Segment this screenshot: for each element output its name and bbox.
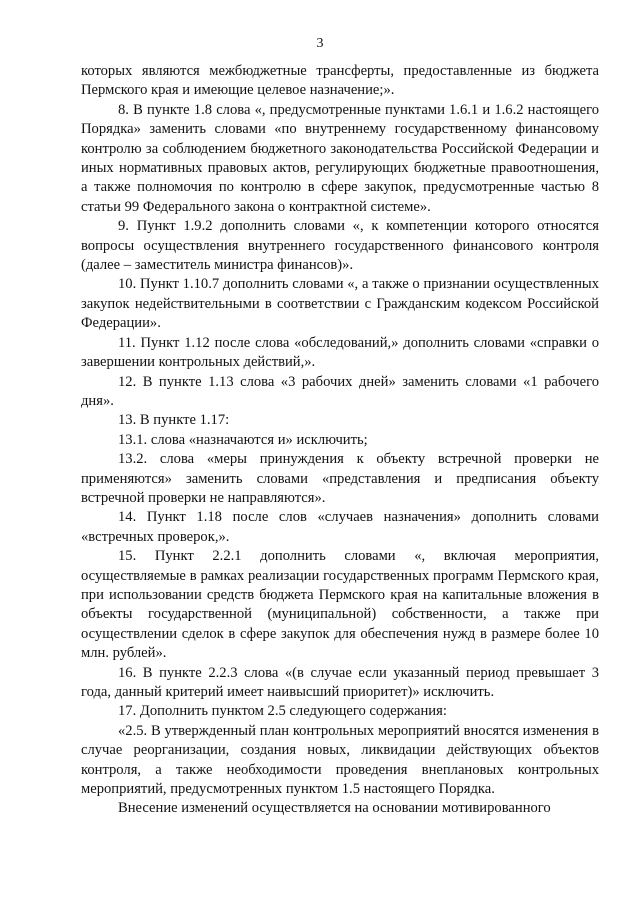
document-body: [81, 62, 599, 819]
paragraph: Внесение изменений осуществляется на основании мотивированного: [118, 800, 551, 817]
paragraph: 11. Пункт 1.12 после слова «обследований,» дополнить словами «справки о завершении контрольных действий,».: [81, 334, 599, 371]
page-number: 3: [316, 36, 324, 51]
paragraph: 13. В пункте 1.17:: [118, 412, 230, 429]
paragraph: 13.1. слова «назначаются и» исключить;: [118, 431, 368, 448]
paragraph: 13.2. слова «меры принуждения к объекту встречной проверки не применяются» заменить словами «представления и предписания объекту встречной проверки не направляются».: [81, 451, 599, 506]
paragraph: 12. В пункте 1.13 слова «3 рабочих дней» заменить словами «1 рабочего дня».: [81, 373, 599, 409]
paragraph: 15. Пункт 2.2.1 дополнить словами «, включая мероприятия, осуществляемые в рамках реализации государственных программ Пермского края, при использовании средств бюджета Пермского края на капитальные вложения в объекты государственной (муниципальной) собственности, а также при осуществлении сделок в сфере закупок для обеспечения нужд в размере более 10 млн. рублей».: [81, 548, 599, 662]
paragraph: 16. В пункте 2.2.3 слова «(в случае если указанный период превышает 3 года, данный критерий имеет наивысший приоритет)» исключить.: [81, 664, 599, 700]
paragraph: 9. Пункт 1.9.2 дополнить словами «, к компетенции которого относятся вопросы осуществления внутреннего государственного финансового контроля (далее – заместитель министра финансов)».: [81, 218, 599, 274]
paragraph: «2.5. В утвержденный план контрольных мероприятий вносятся изменения в случае реорганизации, создания новых, ликвидации действующих объектов контроля, а также необходимости проведения внеплановых контрольных мероприятий, предусмотренных пунктом 1.5 настоящего Порядка.: [81, 722, 599, 798]
paragraph: 17. Дополнить пунктом 2.5 следующего содержания:: [118, 703, 447, 720]
paragraph: 14. Пункт 1.18 после слов «случаев назначения» дополнить словами «встречных проверок,».: [81, 509, 599, 545]
paragraph: 8. В пункте 1.8 слова «, предусмотренные пунктами 1.6.1 и 1.6.2 настоящего Порядка» заменить словами «по внутреннему государственному финансовому контролю за соблюдением бюджетного законодательства Российской Федерации и иных нормативных правовых актов, регулирующих бюджетные правоотношения, а также полномочия по контролю в сфере закупок, предусмотренные частью 8 статьи 99 Федерального закона о контрактной системе».: [81, 101, 599, 215]
paragraph: 10. Пункт 1.10.7 дополнить словами «, а также о признании осуществленных закупок недействительными в соответствии с Гражданским кодексом Российской Федерации».: [81, 276, 599, 332]
paragraph: которых являются межбюджетные трансферты, предоставленные из бюджета Пермского края и имеющие целевое назначение;».: [81, 63, 599, 99]
